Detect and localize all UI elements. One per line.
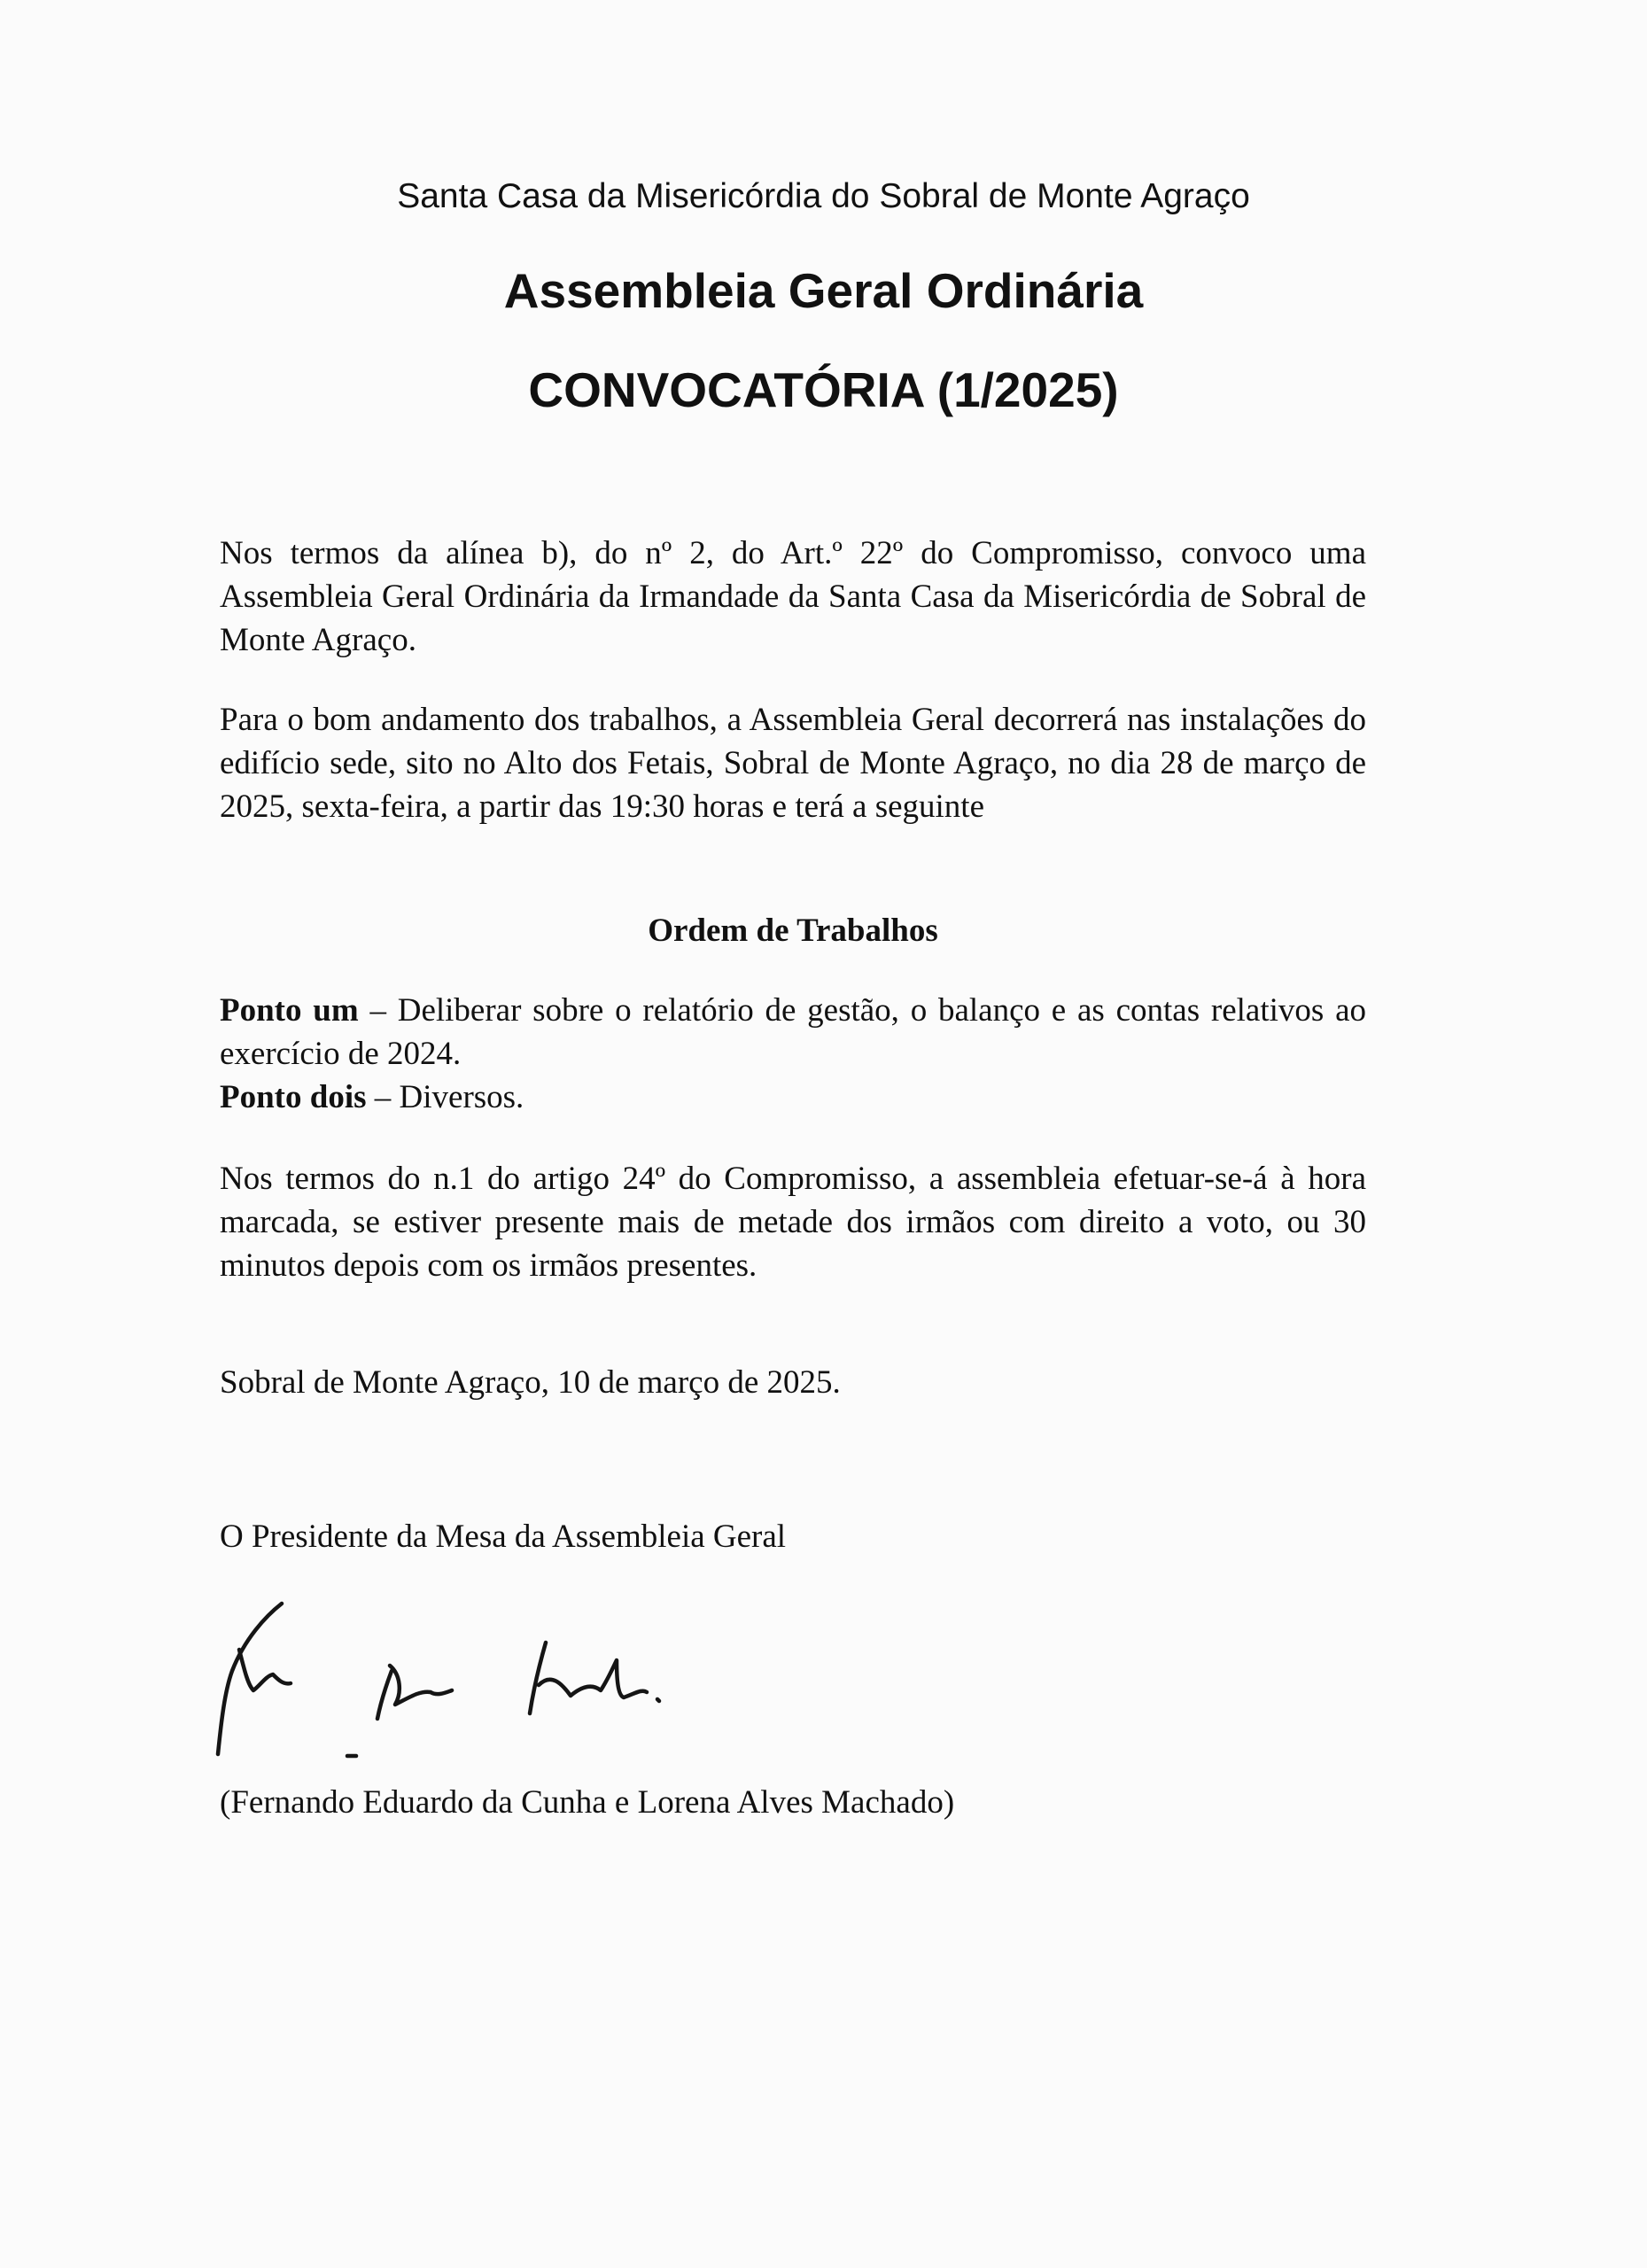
agenda-item-label: Ponto um xyxy=(220,992,359,1029)
handwritten-signature xyxy=(204,1586,753,1763)
document-subtitle: CONVOCATÓRIA (1/2025) xyxy=(528,362,1119,417)
paragraph-quorum: Nos termos do n.1 do artigo 24º do Compromisso, a assembleia efetuar-se-á à hora marcada, se estiver presente mais de metade dos irmãos com direito a voto, ou 30 minutos depois com os irmãos presentes. xyxy=(220,1161,1366,1284)
date-line: Sobral de Monte Agraço, 10 de março de 2025. xyxy=(220,1364,841,1401)
agenda-item-text: – Deliberar sobre o relatório de gestão, o balanço e as contas relativos ao exercício de 2024. xyxy=(220,992,1366,1072)
agenda-list xyxy=(220,989,1366,1119)
agenda-item xyxy=(220,1076,1366,1119)
agenda-item-label: Ponto dois xyxy=(220,1079,367,1115)
signer-title: O Presidente da Mesa da Assembleia Geral xyxy=(220,1518,787,1555)
agenda-heading: Ordem de Trabalhos xyxy=(648,913,938,949)
document-title: Assembleia Geral Ordinária xyxy=(503,263,1144,318)
signer-names: (Fernando Eduardo da Cunha e Lorena Alves Machado) xyxy=(220,1784,955,1821)
agenda-item xyxy=(220,989,1366,1076)
agenda-item-text: – Diversos. xyxy=(366,1079,524,1115)
paragraph-convocation: Nos termos da alínea b), do nº 2, do Art.º 22º do Compromisso, convoco uma Assembleia Geral Ordinária da Irmandade da Santa Casa da Misericórdia de Sobral de Monte Agraço. xyxy=(220,535,1366,658)
paragraph-location: Para o bom andamento dos trabalhos, a Assembleia Geral decorrerá nas instalações do edifício sede, sito no Alto dos Fetais, Sobral de Monte Agraço, no dia 28 de março de 2025, sexta-feira, a partir das 19:30 horas e terá a seguinte xyxy=(220,702,1366,825)
organization-name: Santa Casa da Misericórdia do Sobral de Monte Agraço xyxy=(397,177,1250,215)
